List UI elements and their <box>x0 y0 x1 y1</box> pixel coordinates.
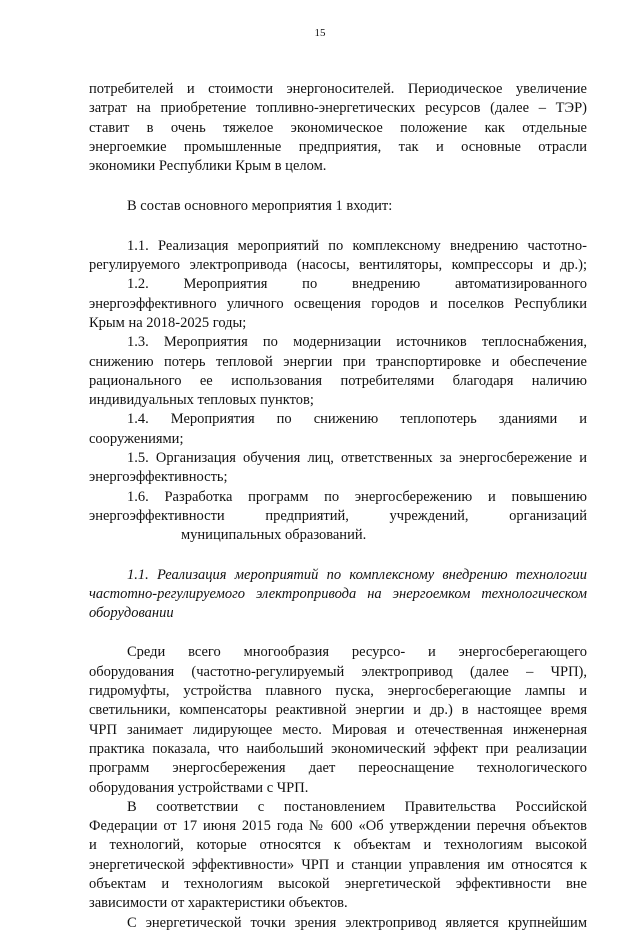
list-item-line: 1.2. Мероприятия по внедрению автоматизированного <box>127 276 587 293</box>
list-item-line: 1.6. Разработка программ по энергосбережению и повышению <box>127 488 587 505</box>
section-heading-line: частотно-регулируемого электропривода на энергоемком технологическом <box>89 585 587 602</box>
text-line: ставит в очень тяжелое экономическое положение как отдельные <box>89 119 587 136</box>
paragraph-line: Среди всего многообразия ресурсо- и энергосберегающего <box>127 644 587 661</box>
paragraph-line: оборудования устройствами с ЧРП. <box>89 779 309 796</box>
list-item-line: индивидуальных тепловых пунктов; <box>89 392 314 409</box>
paragraph-line: практика показала, что наибольший экономический эффект при реализации <box>89 740 587 757</box>
list-item-line: сооружениями; <box>89 430 184 447</box>
document-body <box>89 80 587 933</box>
page-number: 15 <box>314 27 326 39</box>
paragraph-line: и технологий, которые относятся к объектам и технологиям высокой <box>89 837 587 854</box>
list-item-line: энергоэффективности предприятий, учреждений, организаций <box>89 507 587 524</box>
text-line: энергоемкие промышленные предприятия, так и основные отрасли <box>89 138 587 155</box>
list-item-line: муниципальных образований. <box>181 527 367 544</box>
paragraph-line: С энергетической точки зрения электропривод является крупнейшим <box>127 914 587 931</box>
paragraph-line: зависимости от характеристики объектов. <box>89 895 348 912</box>
paragraph-line: светильники, компенсаторы реактивной энергии и др.) в настоящее время <box>89 702 587 719</box>
list-item-line: 1.1. Реализация мероприятий по комплексному внедрению частотно- <box>127 237 587 254</box>
paragraph-line: программ энергосбережения дает переоснащение технологического <box>89 760 587 777</box>
paragraph-line: энергетической эффективности» ЧРП и станции управления им относятся к <box>89 856 587 873</box>
list-item-line: 1.4. Мероприятия по снижению теплопотерь зданиями и <box>127 411 587 428</box>
composition-heading: В состав основного мероприятия 1 входит: <box>127 198 393 215</box>
paragraph-line: ЧРП занимает лидирующее место. Мировая и отечественная инженерная <box>89 721 587 738</box>
text-line: потребителей и стоимости энергоносителей. Периодическое увеличение <box>89 81 587 97</box>
list-item-line: регулируемого электропривода (насосы, вентиляторы, компрессоры и др.); <box>89 257 587 274</box>
section-heading-line: 1.1. Реализация мероприятий по комплексному внедрению технологии <box>127 566 587 583</box>
paragraph-line: Федерации от 17 июня 2015 года № 600 «Об утверждении перечня объектов <box>89 818 587 835</box>
list-item-line: энергоэффективного уличного освещения городов и поселков Республики <box>89 295 587 312</box>
list-item-line: 1.5. Организация обучения лиц, ответственных за энергосбережение и <box>127 450 587 467</box>
paragraph-line: объектам и технологиям высокой энергетической эффективности вне <box>89 875 587 892</box>
list-item-line: снижению потерь тепловой энергии при транспортировке и обеспечение <box>89 353 587 370</box>
list-item-line: энергоэффективность; <box>89 469 228 486</box>
text-line: экономики Республики Крым в целом. <box>89 158 327 175</box>
list-item-line: 1.3. Мероприятия по модернизации источников теплоснабжения, <box>127 334 587 351</box>
section-heading-line: оборудовании <box>89 605 174 622</box>
paragraph-line: В соответствии с постановлением Правительства Российской <box>127 798 587 815</box>
text-line: затрат на приобретение топливно-энергетических ресурсов (далее – ТЭР) <box>89 100 587 117</box>
paragraph-line: гидромуфты, устройства плавного пуска, энергосберегающие лампы и <box>89 683 587 700</box>
paragraph-line: оборудования (частотно-регулируемый электропривод (далее – ЧРП), <box>89 663 587 680</box>
list-item-line: рационального ее использования потребителями благодаря наличию <box>89 372 587 389</box>
list-item-line: Крым на 2018-2025 годы; <box>89 314 247 331</box>
